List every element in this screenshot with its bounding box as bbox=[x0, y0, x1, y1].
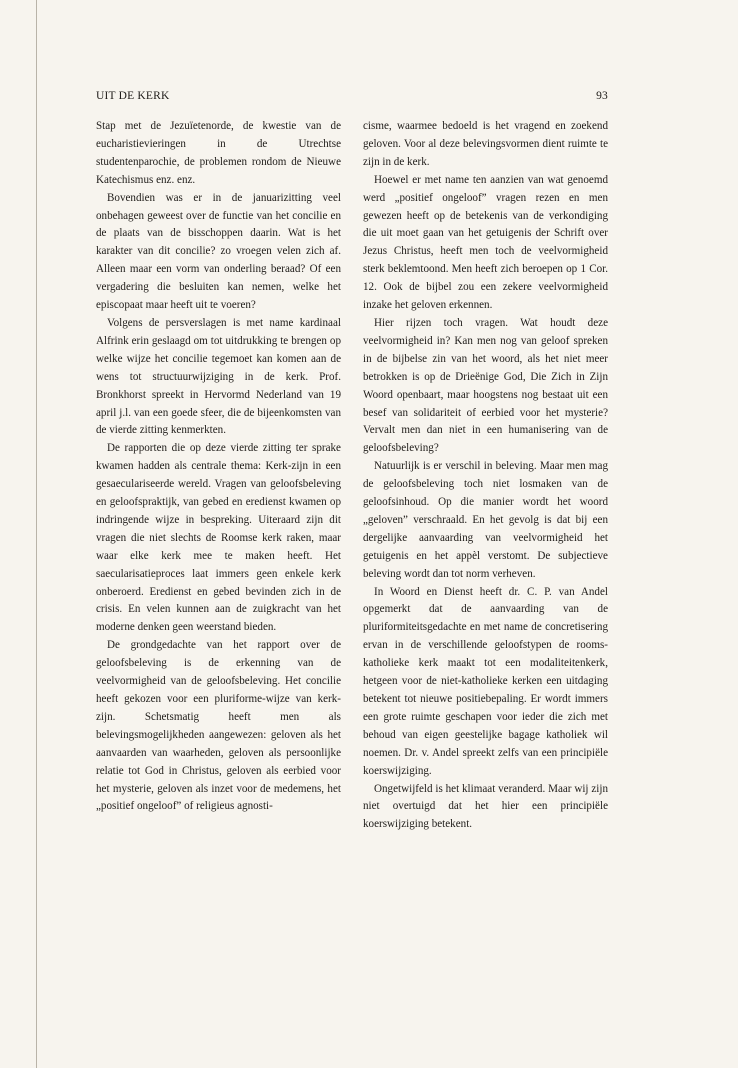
paragraph: De grondgedachte van het rapport over de geloofsbeleving is de erkenning van de veelvormigheid van de geloofsbeleving. Het concilie heeft gekozen voor een pluriforme-wijze van kerk-zijn. Schetsmatig heeft men als belevingsmogelijkheden aangewezen: geloven als het aanvaarden van waarheden, geloven als persoonlijke relatie tot God in Christus, geloven als eerbied voor het mysterie, geloven als inzet voor de medemens, het „positief ongeloof” of religieus agnosti- bbox=[96, 639, 341, 813]
section-title: UIT DE KERK bbox=[96, 90, 170, 102]
paragraph: Ongetwijfeld is het klimaat veranderd. Maar wij zijn niet overtuigd dat het hier een principiële koerswijziging betekent. bbox=[363, 782, 608, 831]
running-head bbox=[96, 90, 608, 106]
left-column bbox=[96, 118, 341, 816]
paragraph: In Woord en Dienst heeft dr. C. P. van Andel opgemerkt dat de aanvaarding van de pluriformiteitsgedachte en met name de concretisering ervan in de verschillende geloofstypen de rooms-katholieke kerk maakt tot een modaliteitenkerk, hetgeen voor de niet-katholieke kerken een uitdaging betekent tot nieuwe positiebepaling. Er wordt immers een grote ruimte geschapen voor ieder die zich met behoud van eigen geestelijke bagage katholiek wil noemen. Dr. v. Andel spreekt zelfs van een principiële koerswijziging. bbox=[363, 585, 608, 777]
paragraph: Volgens de persverslagen is met name kardinaal Alfrink erin geslaagd om tot uitdrukking te brengen op welke wijze het concilie tegemoet kan komen aan de wens tot structuurwijziging in de kerk. Prof. Bronkhorst spreekt in Hervormd Nederland van 19 april j.l. van een goede sfeer, die de bijeenkomsten van de vierde zitting kenmerkten. bbox=[96, 316, 341, 437]
paragraph: Hier rijzen toch vragen. Wat houdt deze veelvormigheid in? Kan men nog van geloof spreken in de bijbelse zin van het woord, als het niet meer betrokken is op de Drieënige God, Die Zich in Zijn Woord openbaart, maar hoogstens nog bestaat uit een besef van solidariteit of eerbied voor het mysterie? Vervalt men dan niet in een humanisering van de geloofsbeleving? bbox=[363, 316, 608, 455]
paragraph: Natuurlijk is er verschil in beleving. Maar men mag de geloofsbeleving toch niet losmaken van de geloofsinhoud. Op die manier wordt het woord „geloven” verschraald. En het gevolg is dat bij een dergelijke aanvaarding van veelvormigheid het getuigenis en het appèl verstomt. De subjectieve beleving wordt dan tot norm verheven. bbox=[363, 460, 608, 580]
right-column bbox=[363, 118, 608, 834]
paragraph: cisme, waarmee bedoeld is het vragend en zoekend geloven. Voor al deze belevingsvormen dient ruimte te zijn in de kerk. bbox=[363, 120, 608, 168]
paragraph: Bovendien was er in de januarizitting veel onbehagen geweest over de functie van het concilie en de plaats van de bisschoppen daarin. Wat is het karakter van dit concilie? zo vroegen velen zich af. Alleen maar een vorm van onderling beraad? Of een vergadering die besluiten kan nemen, welke het episcopaat maar heeft uit te voeren? bbox=[96, 191, 341, 312]
paragraph: De rapporten die op deze vierde zitting ter sprake kwamen hadden als centrale thema: Kerk-zijn in een gesaeculariseerde wereld. Vragen van geloofsbeleving en geloofspraktijk, van gebed en eredienst kwamen op indringende wijze in bespreking. Uiteraard zijn dit vragen die niet slechts de Roomse kerk raken, maar waar elke kerk mee te maken heeft. Het saecularisatieproces laat immers geen enkele kerk onberoerd. Eredienst en gebed bevinden zich in de crisis. En velen kunnen aan de zuigkracht van het moderne denken geen weerstand bieden. bbox=[96, 442, 341, 634]
paragraph: Hoewel er met name ten aanzien van wat genoemd werd „positief ongeloof” vragen rezen en men gewezen heeft op de betekenis van de verkondiging die uit moet gaan van het getuigenis der Schrift over Jezus Christus, heeft men toch de veelvormigheid sterk beklemtoond. Men heeft zich beroepen op 1 Cor. 12. Ook de bijbel zou een zekere veelvormigheid inzake het geloven erkennen. bbox=[363, 173, 608, 312]
paragraph: Stap met de Jezuïetenorde, de kwestie van de eucharistievieringen in de Utrechtse studentenparochie, de problemen rondom de Nieuwe Katechismus enz. enz. bbox=[96, 120, 341, 186]
page-edge-line bbox=[36, 0, 37, 1068]
page-number: 93 bbox=[596, 90, 608, 102]
